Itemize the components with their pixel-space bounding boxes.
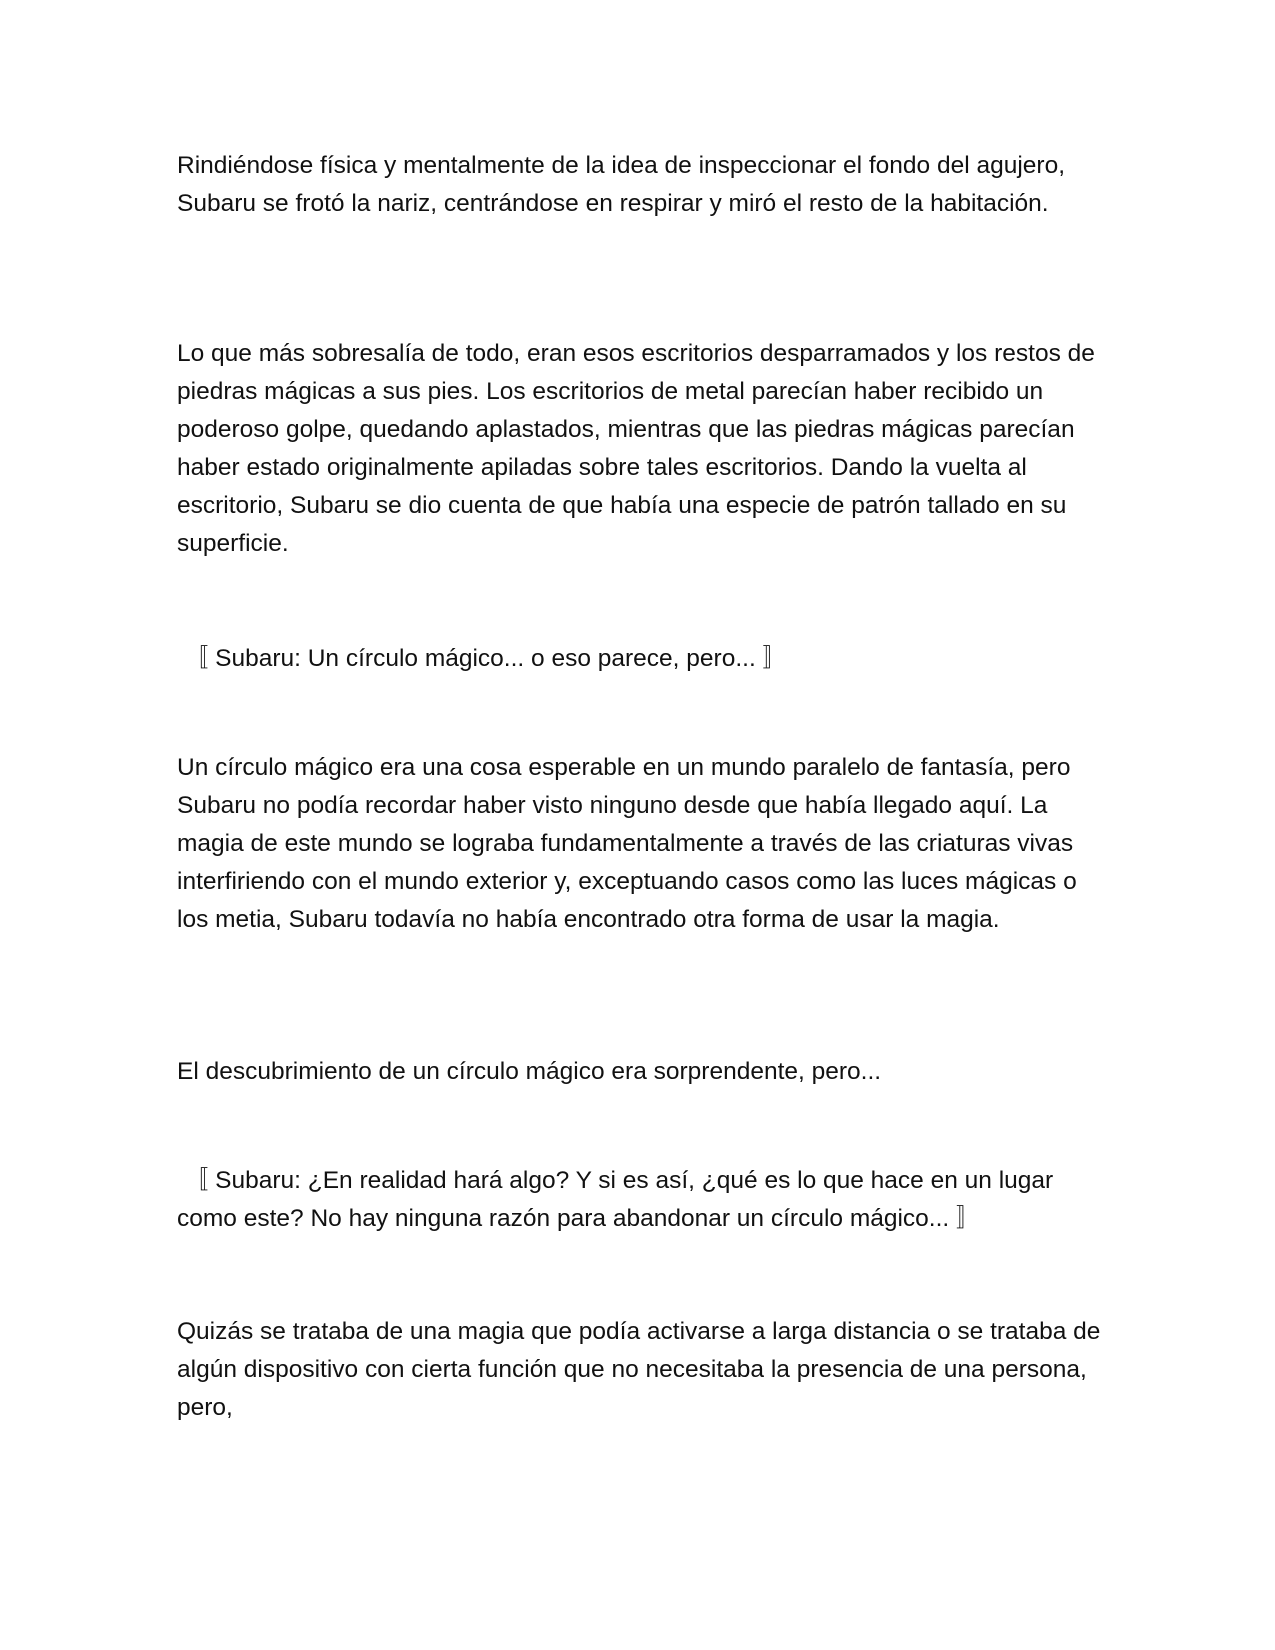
- paragraph-1: Rindiéndose física y mentalmente de la idea de inspeccionar el fondo del agujero, Subaru se frotó la nariz, centrándose en respirar y miró el resto de la habitación.: [177, 152, 1066, 217]
- paragraph-5: Quizás se trataba de una magia que podía activarse a larga distancia o se trataba de algún dispositivo con cierta función que no necesitaba la presencia de una persona, pero,: [177, 1318, 1101, 1421]
- dialogue-line-1: 〚 Subaru: Un círculo mágico... o eso parece, pero... 〛: [177, 645, 788, 672]
- dialogue-line-2: 〚 Subaru: ¿En realidad hará algo? Y si es así, ¿qué es lo que hace en un lugar como este? No hay ninguna razón para abandonar un círculo mágico... 〛: [177, 1167, 1054, 1232]
- paragraph-2: Lo que más sobresalía de todo, eran esos escritorios desparramados y los restos de piedras mágicas a sus pies. Los escritorios de metal parecían haber recibido un poderoso golpe, quedando aplastados, mientras que las piedras mágicas parecían haber estado originalmente apiladas sobre tales escritorios. Dando la vuelta al escritorio, Subaru se dio cuenta de que había una especie de patrón tallado en su superficie.: [177, 340, 1095, 557]
- paragraph-3: Un círculo mágico era una cosa esperable en un mundo paralelo de fantasía, pero Subaru no podía recordar haber visto ninguno desde que había llegado aquí. La magia de este mundo se lograba fundamentalmente a través de las criaturas vivas interfiriendo con el mundo exterior y, exceptuando casos como las luces mágicas o los metia, Subaru todavía no había encontrado otra forma de usar la magia.: [177, 754, 1077, 933]
- paragraph-4: El descubrimiento de un círculo mágico era sorprendente, pero...: [177, 1058, 882, 1085]
